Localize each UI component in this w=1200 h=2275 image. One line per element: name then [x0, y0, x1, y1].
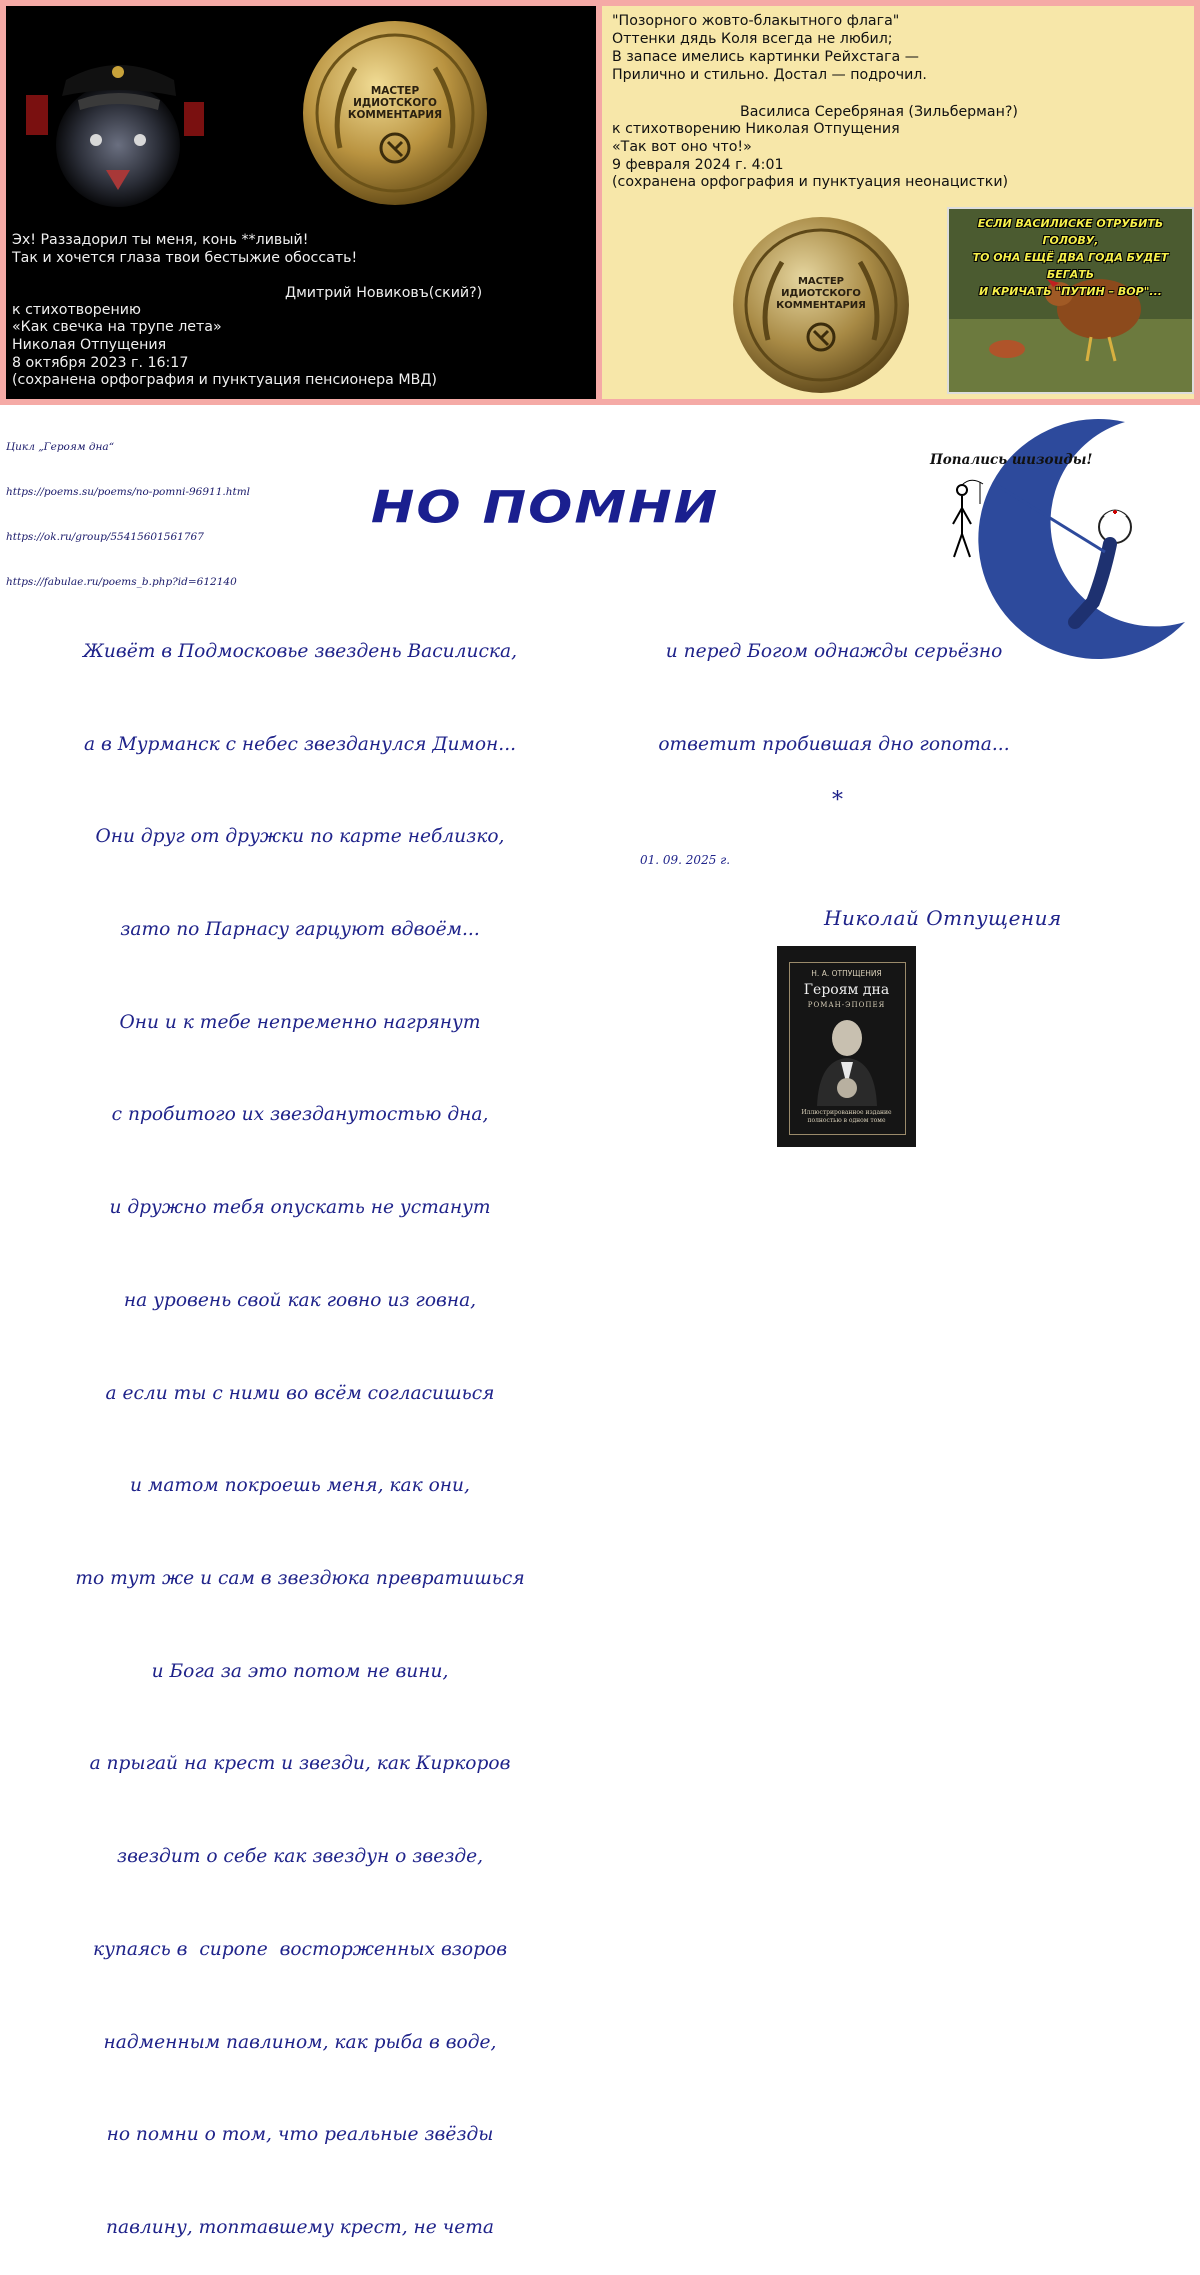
moon-caption: Попались шизоиды!	[930, 452, 1093, 468]
poem-line: и дружно тебя опускать не устанут	[109, 1197, 491, 1219]
book-title: Героям дна	[803, 982, 890, 998]
quote-line: "Позорного жовто-блакытного флага"	[612, 13, 900, 29]
book-footer-line: Иллюстрированное издание	[801, 1109, 892, 1116]
link-ok[interactable]: https://ok.ru/group/55415601561767	[6, 531, 204, 543]
medal-line: ИДИОТСКОГО	[353, 97, 437, 109]
asterisk-divider: *	[832, 788, 843, 813]
hen-caption-line: ТО ОНА ЕЩЁ ДВА ГОДА БУДЕТ БЕГАТЬ	[972, 251, 1169, 281]
poem-line: зато по Парнасу гарцуют вдвоём...	[120, 918, 480, 940]
book-portrait	[811, 1016, 883, 1106]
poem-left-column	[0, 575, 600, 2275]
medal-image	[300, 18, 490, 208]
poem-line: а в Мурманск с небес звезданулся Димон...	[83, 733, 517, 755]
poem-line: Живёт в Подмосковье звездень Василиска,	[83, 640, 517, 662]
meta-line: «Как свечка на трупе лета»	[12, 319, 222, 335]
right-panel-background	[602, 6, 1194, 399]
right-comment-panel	[600, 0, 1200, 405]
left-panel-background	[6, 6, 596, 399]
poem-line: на уровень свой как говно из говна,	[123, 1289, 477, 1311]
link-fabulae[interactable]: https://fabulae.ru/poems_b.php?id=612140	[6, 576, 237, 588]
book-subtitle: РОМАН-ЭПОПЕЯ	[807, 1001, 886, 1009]
medal-line: МАСТЕР	[797, 276, 845, 287]
poem-line: и матом покроешь меня, как они,	[130, 1475, 470, 1497]
meta-line: 9 февраля 2024 г. 4:01	[612, 157, 784, 173]
book-footer	[777, 1109, 916, 1125]
meta-line: Николая Отпущения	[12, 337, 167, 353]
poem-line: звездит о себе как звездун о звезде,	[116, 1846, 484, 1868]
quote-line: Оттенки дядь Коля всегда не любил;	[612, 31, 893, 47]
poem-title: НО ПОМНИ	[370, 482, 720, 534]
comment-author: Дмитрий Новиковъ(ский?)	[285, 285, 483, 301]
book-author: Н. А. ОТПУЩЕНИЯ	[811, 969, 882, 978]
medal-line: МАСТЕР	[370, 85, 420, 97]
medal-line: ИДИОТСКОГО	[781, 288, 861, 299]
poem-line: купаясь в сиропе восторженных взоров	[92, 1938, 508, 1960]
quote-line: Прилично и стильно. Достал — подрочил.	[612, 67, 927, 83]
quote-line: Так и хочется глаза твои бестыжие обоссать!	[12, 250, 358, 266]
poem-line: и Бога за это потом не вини,	[151, 1660, 449, 1682]
meta-line: (сохранена орфография и пунктуация пенсионера МВД)	[12, 372, 437, 388]
quote-line: Эх! Раззадорил ты меня, конь **ливый!	[12, 232, 309, 248]
quote-line: В запасе имелись картинки Рейхстага —	[612, 49, 919, 65]
poem-right-column	[624, 575, 1044, 791]
medal-line: КОММЕНТАРИЯ	[347, 109, 443, 121]
poem-line: с пробитого их звезданутостью дна,	[111, 1104, 489, 1126]
left-comment-panel	[0, 0, 600, 405]
book-footer-line: полностью в одном томе	[807, 1117, 886, 1124]
meta-line: к стихотворению	[12, 302, 141, 318]
poem-line: павлину, топтавшему крест, не чета	[106, 2217, 494, 2239]
poem-line: и перед Богом однажды серьёзно	[665, 640, 1003, 662]
poem-line: то тут же и сам в звездюка превратишься	[75, 1568, 525, 1589]
hen-caption-line: ЕСЛИ ВАСИЛИСКЕ ОТРУБИТЬ ГОЛОВУ,	[977, 217, 1164, 247]
hen-meme-image	[947, 207, 1194, 394]
poem-line: надменным павлином, как рыба в воде,	[103, 2031, 497, 2053]
hen-caption-line: И КРИЧАТЬ "ПУТИН – ВОР"...	[979, 285, 1162, 298]
meta-line: 8 октября 2023 г. 16:17	[12, 355, 189, 371]
meta-line: к стихотворению Николая Отпущения	[612, 121, 900, 137]
meta-line: (сохранена орфография и пунктуация неонацистки)	[612, 174, 1009, 190]
wolf-police-image	[26, 40, 206, 210]
meta-line: «Так вот оно что!»	[612, 139, 752, 155]
poem-date: 01. 09. 2025 г.	[640, 853, 731, 867]
medal-line: КОММЕНТАРИЯ	[776, 300, 866, 311]
cycle-label: Цикл „Героям дна“	[6, 441, 115, 453]
comment-author: Василиса Серебряная (Зильберман?)	[740, 104, 1018, 120]
poem-line: Они друг от дружки по карте неблизко,	[95, 826, 505, 848]
poem-line: ответит пробившая дно гопота...	[658, 733, 1010, 755]
poem-line: но помни о том, что реальные звёзды	[106, 2124, 494, 2146]
book-cover	[777, 946, 916, 1147]
poem-line: а если ты с ними во всём согласишься	[105, 1382, 495, 1404]
poem-line: а прыгай на крест и звезди, как Киркоров	[89, 1753, 511, 1775]
link-poems[interactable]: https://poems.su/poems/no-pomni-96911.html	[6, 486, 251, 498]
poem-line: Они и к тебе непременно нагрянут	[119, 1011, 481, 1033]
medal-image	[728, 212, 914, 398]
poem-signature: Николай Отпущения	[824, 906, 1062, 930]
